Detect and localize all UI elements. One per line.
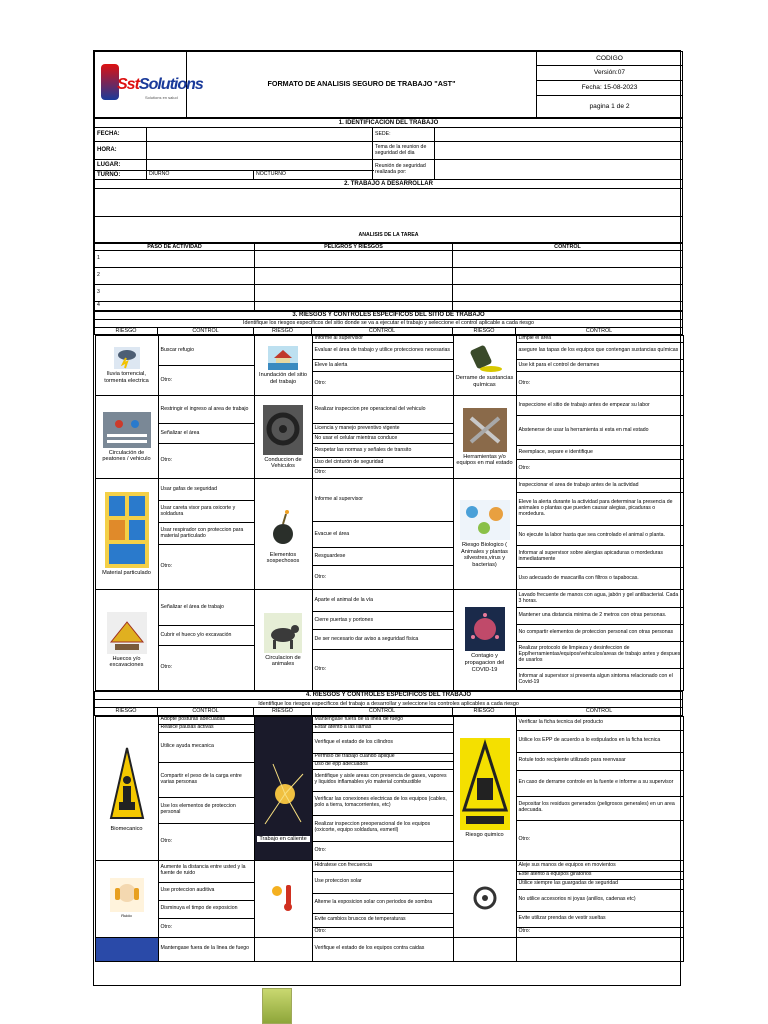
- risk-peatones: [95, 396, 158, 479]
- risk-name: Derrame de sustancias químicas: [455, 375, 514, 388]
- tema-field[interactable]: [435, 142, 683, 160]
- section-riesgos-sitio: [94, 311, 683, 691]
- building-image: [262, 988, 292, 1024]
- lugar-label: LUGAR:: [95, 160, 147, 171]
- control-cell[interactable]: [453, 251, 683, 268]
- control-option[interactable]: Buscar refugio: [158, 336, 254, 366]
- col-riesgo: RIESGO: [254, 328, 312, 335]
- control-option[interactable]: Estar atento a las llamas: [312, 724, 453, 732]
- control-option[interactable]: Eleve la alerta durante la actividad para determinar la presencia de animales o plantas que pueden causar alegias, picaduras o mordedura.: [516, 493, 683, 526]
- s4-column-1: [95, 716, 254, 962]
- control-option[interactable]: Inspeccione el sitio de trabajo antes de empezar su labor: [516, 396, 683, 416]
- control-option[interactable]: Disminuya el timpo de exposicion: [158, 900, 254, 918]
- control-option[interactable]: Otro:: [312, 468, 453, 479]
- control-option[interactable]: Lavado frecuente de manos con agua, jabón y gel antibacterial. Cada 3 horas.: [516, 590, 683, 608]
- control-option[interactable]: Evacue el área: [312, 522, 453, 548]
- reunion-label: Reunión de seguridad realizada por:: [373, 160, 435, 180]
- risk-name: lluvia torrencial, tormenta electrica: [104, 371, 149, 384]
- bomb-icon: [268, 504, 298, 550]
- control-option[interactable]: No ejecute la labor hasta que sea controlado el animal o planta.: [516, 526, 683, 546]
- risk-mecanico: [453, 860, 516, 937]
- risk-name: Ruido: [121, 913, 132, 919]
- control-option[interactable]: Realizar inspeccion preoperacional de los equipos (oxicorte, equipo soldadura, esmeril): [312, 815, 453, 841]
- chemical-hazard-icon: [460, 738, 510, 830]
- section-identificacion: [94, 118, 683, 243]
- risk-biomecanico: [95, 716, 158, 860]
- control-option[interactable]: Otro:: [516, 820, 683, 860]
- risk-name: Herramientas y/o equipos en mal estado: [456, 453, 513, 467]
- crosswalk-icon: [103, 412, 151, 448]
- control-option[interactable]: Usar respirador con proteccion para material particulado: [158, 523, 254, 545]
- risk-derrame: [453, 336, 516, 396]
- control-option[interactable]: Realizar inspeccion pre operacional del vehiculo: [312, 396, 453, 424]
- col-paso: PASO DE ACTIVIDAD: [95, 244, 255, 251]
- risk-altura: [95, 937, 158, 961]
- risk-herramientas: [453, 396, 516, 479]
- spill-icon: [467, 343, 503, 373]
- doc-page: pagina 1 de 2: [537, 96, 683, 118]
- risk-biologico: [453, 479, 516, 590]
- risk-name: Huecos y/o excavaciones: [109, 655, 144, 669]
- control-option[interactable]: Mantengase fuera de la linea de fuego: [158, 937, 254, 961]
- col-control: CONTROL: [516, 328, 683, 335]
- section-riesgos-trabajo: [94, 691, 683, 961]
- control-option[interactable]: Inspeccionar el area de trabajo antes de la actividad: [516, 479, 683, 493]
- temperature-icon: [268, 881, 298, 915]
- control-option[interactable]: Otro:: [516, 927, 683, 937]
- col-control: CONTROL: [158, 328, 254, 335]
- col-control: CONTROL: [516, 708, 683, 715]
- control-option[interactable]: Señalizar el área: [158, 424, 254, 444]
- control-option[interactable]: Utilice ayuda mecanica: [158, 732, 254, 762]
- col-control: CONTROL: [453, 244, 683, 251]
- risk-conduccion: [254, 396, 312, 479]
- control-cell[interactable]: [453, 268, 683, 285]
- s4-column-2: [254, 716, 453, 962]
- control-option[interactable]: Cierre puertas y portones: [312, 612, 453, 630]
- control-option[interactable]: Verificar las conexiones electricas de los equipos (cables, polo a tierra, tomacorrientes, etc): [312, 791, 453, 815]
- gears-icon: [470, 881, 500, 915]
- col-control: CONTROL: [158, 708, 254, 715]
- control-option[interactable]: Use kit para el control de derrames: [516, 360, 683, 372]
- control-option[interactable]: No utilice accesorios ni joyas (anillos, cadenas etc): [516, 889, 683, 911]
- risk-caliente: [254, 716, 312, 860]
- control-option[interactable]: Limpie el área: [516, 336, 683, 343]
- control-option[interactable]: Verifique el estado de los equipos contra caidas: [312, 937, 453, 961]
- risk-altura-2: [254, 937, 312, 961]
- doc-date: Fecha: 15-08-2023: [537, 81, 683, 96]
- risk-name: Material particulado: [102, 569, 151, 576]
- risk-name: Biomecanico: [110, 825, 143, 832]
- risk-animales: [254, 590, 312, 691]
- risk-name: Inundación del sitio del trabajo: [259, 372, 307, 385]
- flood-icon: [268, 346, 298, 370]
- control-option[interactable]: Uso de epp adecuados: [312, 761, 453, 769]
- risk-quimico: [453, 716, 516, 860]
- welding-icon: [259, 734, 307, 834]
- turno-label: TURNO:: [95, 171, 147, 180]
- control-option[interactable]: Evite utilizar prendas de vestir sueltas: [516, 911, 683, 927]
- control-option[interactable]: Restringir el ingreso al area de trabajo: [158, 396, 254, 424]
- control-option[interactable]: Depositar los residuos generados (peligrosos generales) en un area adecuada.: [516, 796, 683, 820]
- control-option[interactable]: asegure las tapas de los equipos que contengan sustancias químicas: [516, 343, 683, 360]
- logo-tagline: Solutions en salud: [145, 94, 178, 100]
- peligro-cell[interactable]: [255, 268, 453, 285]
- s4-column-3: [453, 716, 683, 962]
- control-option[interactable]: Rotule todo recipiente utilizado para reenvasar: [516, 752, 683, 770]
- risk-elementos: [254, 479, 312, 590]
- control-option[interactable]: [516, 937, 683, 961]
- s3-column-1: [95, 335, 254, 691]
- control-option[interactable]: Otro:: [312, 650, 453, 691]
- control-option[interactable]: Hidratese con frecuencia: [312, 860, 453, 871]
- col-control: CONTROL: [312, 708, 453, 715]
- animal-icon: [264, 613, 302, 653]
- doc-code: CODIGO: [537, 52, 683, 66]
- control-option[interactable]: No usar el celular mientras conduce: [312, 434, 453, 444]
- control-cell[interactable]: [453, 285, 683, 302]
- control-option[interactable]: Otro:: [516, 372, 683, 396]
- sede-label: SEDE:: [373, 128, 435, 142]
- logo-prefix: Sst: [117, 75, 139, 93]
- risk-extra: [453, 937, 516, 961]
- turno-diurno[interactable]: DIURNO: [147, 171, 254, 180]
- excavation-icon: [107, 612, 147, 654]
- col-riesgo: RIESGO: [453, 328, 516, 335]
- storm-icon: [114, 347, 140, 369]
- control-option[interactable]: Aleje sus manos de equipos en movientos: [516, 860, 683, 871]
- risk-name: Riesgo quimico: [465, 831, 504, 838]
- control-option[interactable]: Realice pausas activas: [158, 724, 254, 732]
- control-option[interactable]: Licencia y manejo preventivo vigente: [312, 424, 453, 434]
- control-option[interactable]: Uso adecuado de mascarilla con filtros o tapabocas.: [516, 568, 683, 590]
- control-option[interactable]: Otro:: [312, 372, 453, 396]
- control-option[interactable]: Uso del cinturón de seguridad: [312, 458, 453, 468]
- control-option[interactable]: Usar gafas de seguridad: [158, 479, 254, 501]
- control-option[interactable]: Identifique y aisle areas con presencia de gases, vapores y liquidos inflamables y/o material combustible: [312, 769, 453, 791]
- control-option[interactable]: Verifique el estado de los cilindros: [312, 732, 453, 753]
- control-option[interactable]: Reemplace, separe e identifique: [516, 446, 683, 460]
- peligro-cell[interactable]: [255, 302, 453, 311]
- control-option[interactable]: Resguardese: [312, 548, 453, 566]
- control-option[interactable]: Usar careta visor para oxicorte y soldadura: [158, 501, 254, 523]
- control-option[interactable]: Use los elementos de proteccion personal: [158, 797, 254, 823]
- control-option[interactable]: Otro:: [158, 918, 254, 937]
- steering-wheel-icon: [263, 405, 303, 455]
- col-peligros: PELIGROS Y RIESGOS: [255, 244, 453, 251]
- analisis-title: ANALISIS DE LA TAREA: [95, 217, 683, 243]
- control-option[interactable]: Evaluar el área de trabajo y utilice protecciones necesarias: [312, 343, 453, 360]
- logo-text: Solutions: [138, 75, 203, 93]
- risk-huecos: [95, 590, 158, 691]
- risk-name: Riesgo Biologico ( Animales y plantas silvestres,virus y bacterias): [461, 541, 508, 568]
- control-option[interactable]: En caso de derrame controle en la fuente e informe a su supervisor: [516, 770, 683, 796]
- control-option[interactable]: Otro:: [312, 927, 453, 937]
- hearing-protection-icon: [110, 878, 144, 912]
- tema-label: Tema de la reunion de seguridad del dia: [373, 142, 435, 160]
- risk-ruido: [95, 860, 158, 937]
- col-riesgo: RIESGO: [95, 328, 158, 335]
- fecha-label: FECHA:: [95, 128, 147, 142]
- risk-material: [95, 479, 158, 590]
- control-option[interactable]: Informar al supervisor si presenta algun sintoma relacionado con el Covid-19: [516, 669, 683, 691]
- turno-nocturno[interactable]: NOCTURNO: [254, 171, 373, 180]
- control-option[interactable]: De ser necesario dar aviso a seguridad física: [312, 630, 453, 650]
- control-option[interactable]: Otro:: [158, 444, 254, 479]
- control-option[interactable]: Informar al supervisor sobre alergias apicaduras o mordeduras inmediatamente: [516, 546, 683, 568]
- control-option[interactable]: Evite cambios bruscos de temperaturas: [312, 913, 453, 927]
- peligro-cell[interactable]: [255, 285, 453, 302]
- section-1-title: 1. IDENTIFICACIÓN DEL TRABAJO: [95, 119, 683, 128]
- control-option[interactable]: Realizar protocolo de limpieza y desinfeccion de Epp/herramientas/equipos/vehiculos/areas de trabajo antes y despues de usarlos: [516, 642, 683, 669]
- control-option[interactable]: Otro:: [158, 545, 254, 590]
- control-option[interactable]: Adopte posturas adecuadas: [158, 716, 254, 724]
- biological-icon: [460, 500, 510, 540]
- section-2-title: 2. TRABAJO A DESARROLLAR: [95, 180, 683, 189]
- col-control: CONTROL: [312, 328, 453, 335]
- form-header: [94, 51, 683, 118]
- risk-lluvia: [95, 336, 158, 396]
- risk-inundacion: [254, 336, 312, 396]
- control-option[interactable]: Cubrir el hueco y/o excavación: [158, 626, 254, 646]
- risk-covid: [453, 590, 516, 691]
- control-option[interactable]: Alterne la exposicion solar con periodos de sombra: [312, 893, 453, 913]
- control-option[interactable]: Aparte el animal de la vía: [312, 590, 453, 612]
- col-riesgo: RIESGO: [95, 708, 158, 715]
- risk-name: Contagio y propagacion del COVID-19: [464, 653, 505, 673]
- control-option[interactable]: Permiso de trabajo cuando aplique: [312, 753, 453, 761]
- section-3-subtitle: Identifique los riesgos especificos del sitio donde se va a ejecutar el trabajo y seleccione el control aplicable a cada riesgo: [95, 320, 683, 328]
- form-title: FORMATO DE ANALISIS SEGURO DE TRABAJO "AST": [187, 52, 537, 118]
- control-option[interactable]: Señalizar el área de trabajo: [158, 590, 254, 626]
- control-option[interactable]: Compartir el peso de la carga entre varias personas: [158, 762, 254, 797]
- control-option[interactable]: Abstenerse de usar la herramienta si esta en mal estado: [516, 416, 683, 446]
- ast-form: [93, 50, 681, 986]
- analisis-table: [94, 243, 683, 311]
- table-row[interactable]: 2: [95, 268, 255, 285]
- table-row[interactable]: 4: [95, 302, 255, 311]
- logo: [95, 52, 203, 118]
- col-riesgo: RIESGO: [254, 708, 312, 715]
- hora-field[interactable]: [147, 142, 373, 160]
- control-cell[interactable]: [453, 302, 683, 311]
- control-option[interactable]: Mantener una distancia minima de 2 metros con otras personas.: [516, 608, 683, 625]
- section-3-title: 3. RIESGOS Y CONTROLES ESPECIFICOS DEL SITIO DE TRABAJO: [95, 312, 683, 320]
- control-option[interactable]: Use proteccion auditiva: [158, 882, 254, 900]
- fecha-field[interactable]: [147, 128, 373, 142]
- control-option[interactable]: Verificar la ficha tecnica del producto: [516, 716, 683, 730]
- risk-name: Elementos sospechosos: [266, 551, 300, 565]
- control-option[interactable]: Utilice siempre las guargadas de seguridad: [516, 879, 683, 889]
- section-4-subtitle: Identifique los riesgos especificos del trabajo a desarrollar y seleccione los controles aplicables a cada riesgo: [95, 700, 683, 708]
- reunion-field[interactable]: [435, 160, 683, 180]
- control-option[interactable]: Otro:: [312, 841, 453, 860]
- control-option[interactable]: Informe al supervisor: [312, 336, 453, 343]
- table-row[interactable]: 3: [95, 285, 255, 302]
- table-row[interactable]: 1: [95, 251, 255, 268]
- control-option[interactable]: Utilice los EPP de acuerdo a lo estipulados en la ficha tecnica: [516, 730, 683, 752]
- peligro-cell[interactable]: [255, 251, 453, 268]
- control-option[interactable]: Este atento a equipos giratorios: [516, 871, 683, 879]
- control-option[interactable]: No compartir elementos de proteccion personal con otras personas: [516, 625, 683, 642]
- lugar-field[interactable]: [147, 160, 373, 171]
- control-option[interactable]: Otro:: [158, 646, 254, 691]
- sede-field[interactable]: [435, 128, 683, 142]
- virus-icon: [465, 607, 505, 651]
- control-option[interactable]: Respetar las normas y señales de transito: [312, 444, 453, 458]
- tools-icon: [463, 408, 507, 452]
- control-option[interactable]: Otro:: [516, 460, 683, 479]
- doc-version: Versión:07: [537, 66, 683, 81]
- control-option[interactable]: Aumente la distancia entre usted y la fuente de ruido: [158, 860, 254, 882]
- lifting-hazard-icon: [109, 744, 145, 824]
- risk-name: Trabajo en caliente: [257, 836, 310, 843]
- control-option[interactable]: Otro:: [158, 823, 254, 860]
- control-option[interactable]: Eleve la alerta: [312, 360, 453, 372]
- control-option[interactable]: Otro:: [312, 566, 453, 590]
- control-option[interactable]: Use proteccion solar: [312, 871, 453, 893]
- col-riesgo: RIESGO: [453, 708, 516, 715]
- control-option[interactable]: Informe al supervisor: [312, 479, 453, 522]
- trabajo-field[interactable]: [95, 189, 683, 217]
- risk-name: Circulación de peatones / vehiculo: [102, 449, 151, 463]
- s3-column-3: [453, 335, 683, 691]
- risk-name: Conduccion de Vehiculos: [264, 456, 302, 470]
- ppe-poster-icon: [105, 492, 149, 568]
- risk-name: Circulacion de animales: [265, 654, 301, 668]
- control-option[interactable]: Mantengase fuera de la linea de fuego: [312, 716, 453, 724]
- s3-column-2: [254, 335, 453, 691]
- control-option[interactable]: Otro:: [158, 366, 254, 396]
- risk-temperaturas: [254, 860, 312, 937]
- section-4-title: 4. RIESGOS Y CONTROLES ESPECIFICOS DEL TRABAJO: [95, 692, 683, 700]
- hora-label: HORA:: [95, 142, 147, 160]
